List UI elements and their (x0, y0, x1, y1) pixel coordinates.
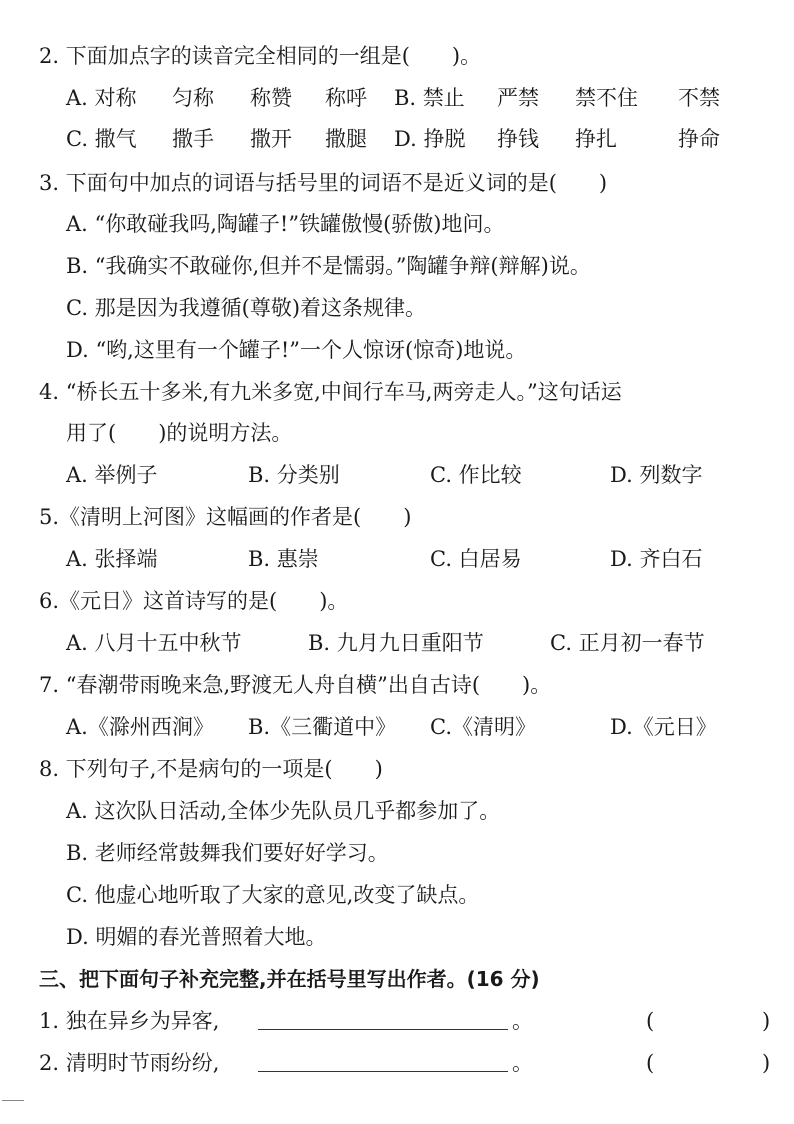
option-d: D. 挣脱 (394, 127, 466, 151)
page-corner-mark (2, 1100, 24, 1101)
q2-options-row1 (0, 85, 794, 111)
option-word: 不禁 (678, 86, 720, 110)
q3-option-b: B. “我确实不敢碰你,但并不是懦弱。”陶罐争辩(辩解)说。 (66, 254, 591, 278)
q7-options (0, 714, 794, 740)
q8-option-a: A. 这次队日活动,全体少先队员几乎都参加了。 (66, 799, 501, 823)
option-word: 严禁 (497, 86, 539, 110)
q3-option-d: D. “哟,这里有一个罐子!”一个人惊讶(惊奇)地说。 (66, 338, 527, 362)
section3-title: 三、把下面句子补充完整,并在括号里写出作者。(16 分) (39, 967, 540, 991)
fill-item-2 (0, 1050, 794, 1076)
answer-blank[interactable] (258, 1053, 508, 1072)
option-word: 称呼 (325, 86, 367, 110)
option-a: A. 八月十五中秋节 (66, 631, 242, 655)
option-word: 禁不住 (575, 86, 638, 110)
option-d: D.《元日》 (610, 715, 717, 739)
author-paren-close: ) (762, 1009, 771, 1033)
option-c: C. 撒气 (66, 127, 137, 151)
option-word: 称赞 (250, 86, 292, 110)
fill-end-mark: 。 (512, 1051, 533, 1075)
q6-stem: 6.《元日》这首诗写的是( )。 (39, 589, 349, 613)
q8-stem: 8. 下列句子,不是病句的一项是( ) (39, 757, 383, 781)
option-b: B. 分类别 (248, 463, 340, 487)
author-paren-open: ( (646, 1051, 655, 1075)
q6-options (0, 630, 794, 656)
option-word: 挣钱 (497, 127, 539, 151)
q5-options (0, 546, 794, 572)
option-word: 撒开 (250, 127, 292, 151)
option-a: A. 张择端 (66, 547, 158, 571)
q4-stem-line1: 4. “桥长五十多米,有九米多宽,中间行车马,两旁走人。”这句话运 (39, 380, 622, 404)
author-paren-open: ( (646, 1009, 655, 1033)
fill-prefix: 1. 独在异乡为异客, (39, 1009, 220, 1033)
option-a: A. 举例子 (66, 463, 158, 487)
option-b: B. 惠崇 (248, 547, 319, 571)
option-c: C. 白居易 (430, 547, 522, 571)
q8-option-d: D. 明媚的春光普照着大地。 (66, 925, 327, 949)
q4-options (0, 462, 794, 488)
option-word: 匀称 (172, 86, 214, 110)
author-paren-close: ) (762, 1051, 771, 1075)
option-word: 挣扎 (575, 127, 617, 151)
option-b: B. 禁止 (394, 86, 465, 110)
option-b: B.《三衢道中》 (248, 715, 397, 739)
q3-option-c: C. 那是因为我遵循(尊敬)着这条规律。 (66, 296, 427, 320)
fill-end-mark: 。 (512, 1009, 533, 1033)
q4-stem-line2: 用了( )的说明方法。 (66, 421, 293, 445)
q2-options-row2 (0, 126, 794, 152)
q7-stem: 7. “春潮带雨晚来急,野渡无人舟自横”出自古诗( )。 (39, 673, 552, 697)
answer-blank[interactable] (258, 1011, 508, 1030)
option-d: D. 齐白石 (610, 547, 703, 571)
q8-option-c: C. 他虚心地听取了大家的意见,改变了缺点。 (66, 883, 480, 907)
q5-stem: 5.《清明上河图》这幅画的作者是( ) (39, 505, 412, 529)
fill-item-1 (0, 1008, 794, 1034)
option-c: C. 正月初一春节 (550, 631, 705, 655)
fill-prefix: 2. 清明时节雨纷纷, (39, 1051, 220, 1075)
q8-option-b: B. 老师经常鼓舞我们要好好学习。 (66, 841, 389, 865)
q3-option-a: A. “你敢碰我吗,陶罐子!”铁罐傲慢(骄傲)地问。 (66, 212, 505, 236)
option-c: C.《清明》 (430, 715, 536, 739)
option-word: 撒手 (172, 127, 214, 151)
option-a: A. 对称 (66, 86, 137, 110)
option-word: 撒腿 (325, 127, 367, 151)
option-a: A.《滁州西涧》 (66, 715, 214, 739)
option-c: C. 作比较 (430, 463, 522, 487)
q2-stem: 2. 下面加点字的读音完全相同的一组是( )。 (39, 44, 482, 68)
option-b: B. 九月九日重阳节 (308, 631, 484, 655)
option-d: D. 列数字 (610, 463, 703, 487)
q3-stem: 3. 下面句中加点的词语与括号里的词语不是近义词的是( ) (39, 171, 608, 195)
option-word: 挣命 (678, 127, 720, 151)
